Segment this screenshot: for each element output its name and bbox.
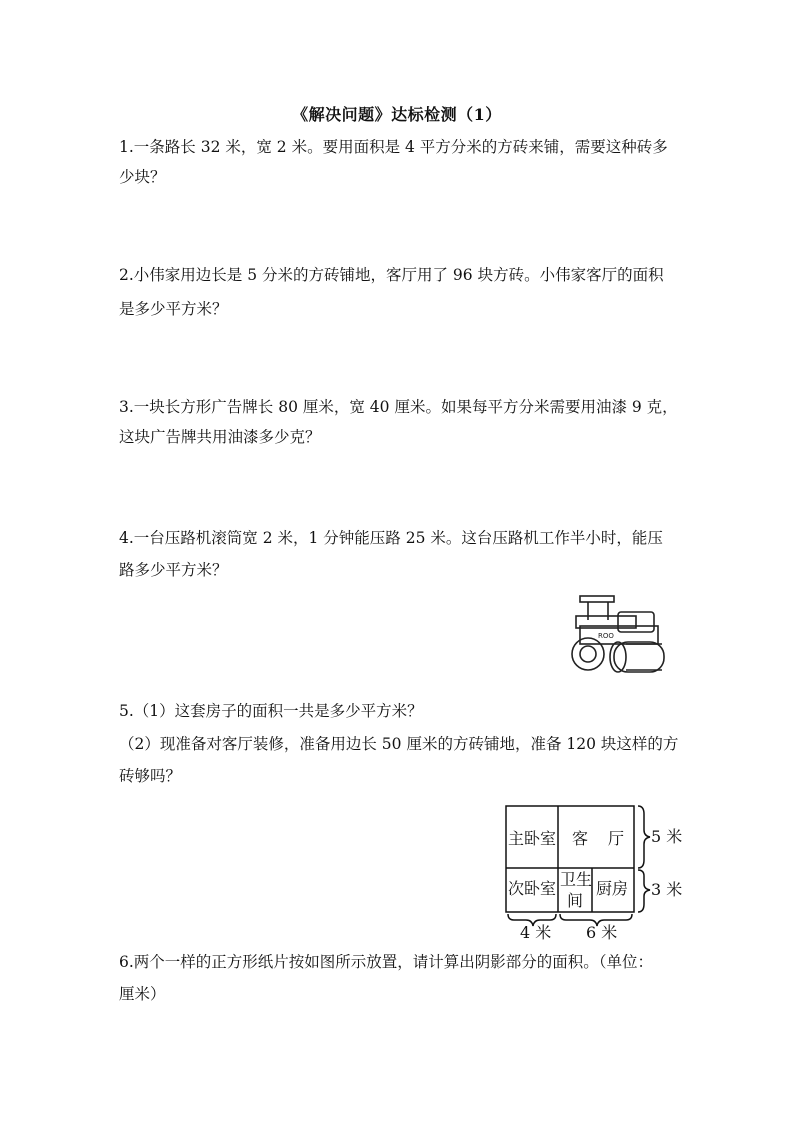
q6-line-2: 厘米）	[119, 985, 166, 1003]
roller-label: ROO	[598, 632, 614, 640]
q3-line-2: 这块广告牌共用油漆多少克？	[119, 428, 321, 446]
floor-plan-diagram	[500, 800, 683, 942]
q1-line-1: 1.一条路长 32 米，宽 2 米。要用面积是 4 平方分米的方砖来铺，需要这种砖多	[119, 138, 668, 156]
q4-line-2: 路多少平方米？	[119, 561, 228, 579]
page-title: 《解决问题》达标检测（1）	[292, 105, 502, 124]
q5-line-1: 5.（1）这套房子的面积一共是多少平方米？	[119, 702, 423, 720]
q6-line-1: 6.两个一样的正方形纸片按如图所示放置，请计算出阴影部分的面积。（单位：	[119, 953, 654, 971]
room-second-bedroom: 次卧室	[508, 879, 557, 898]
q5-line-3: 砖够吗？	[119, 767, 182, 785]
dim-bottom-left: 4 米	[520, 923, 552, 942]
dim-right-top: 5 米	[651, 827, 683, 846]
room-bathroom-line-1: 卫生	[560, 870, 593, 889]
q2-line-1: 2.小伟家用边长是 5 分米的方砖铺地，客厅用了 96 块方砖。小伟家客厅的面积	[119, 266, 664, 284]
room-bathroom-line-2: 间	[567, 891, 584, 910]
q2-line-2: 是多少平方米？	[119, 300, 228, 318]
road-roller-image	[568, 594, 672, 684]
q3-line-1: 3.一块长方形广告牌长 80 厘米，宽 40 厘米。如果每平方分米需要用油漆 9 克，	[119, 398, 678, 416]
q1-line-2: 少块？	[119, 168, 166, 186]
q5-line-2: （2）现准备对客厅装修，准备用边长 50 厘米的方砖铺地，准备 120 块这样的方	[119, 735, 679, 753]
room-living-2: 厅	[608, 829, 625, 848]
room-kitchen: 厨房	[596, 879, 629, 898]
q4-line-1: 4.一台压路机滚筒宽 2 米，1 分钟能压路 25 米。这台压路机工作半小时，能压	[119, 529, 663, 547]
room-living-1: 客	[572, 829, 589, 848]
room-master-bedroom: 主卧室	[508, 829, 557, 848]
dim-right-bottom: 3 米	[651, 880, 683, 899]
dim-bottom-right: 6 米	[586, 923, 618, 942]
